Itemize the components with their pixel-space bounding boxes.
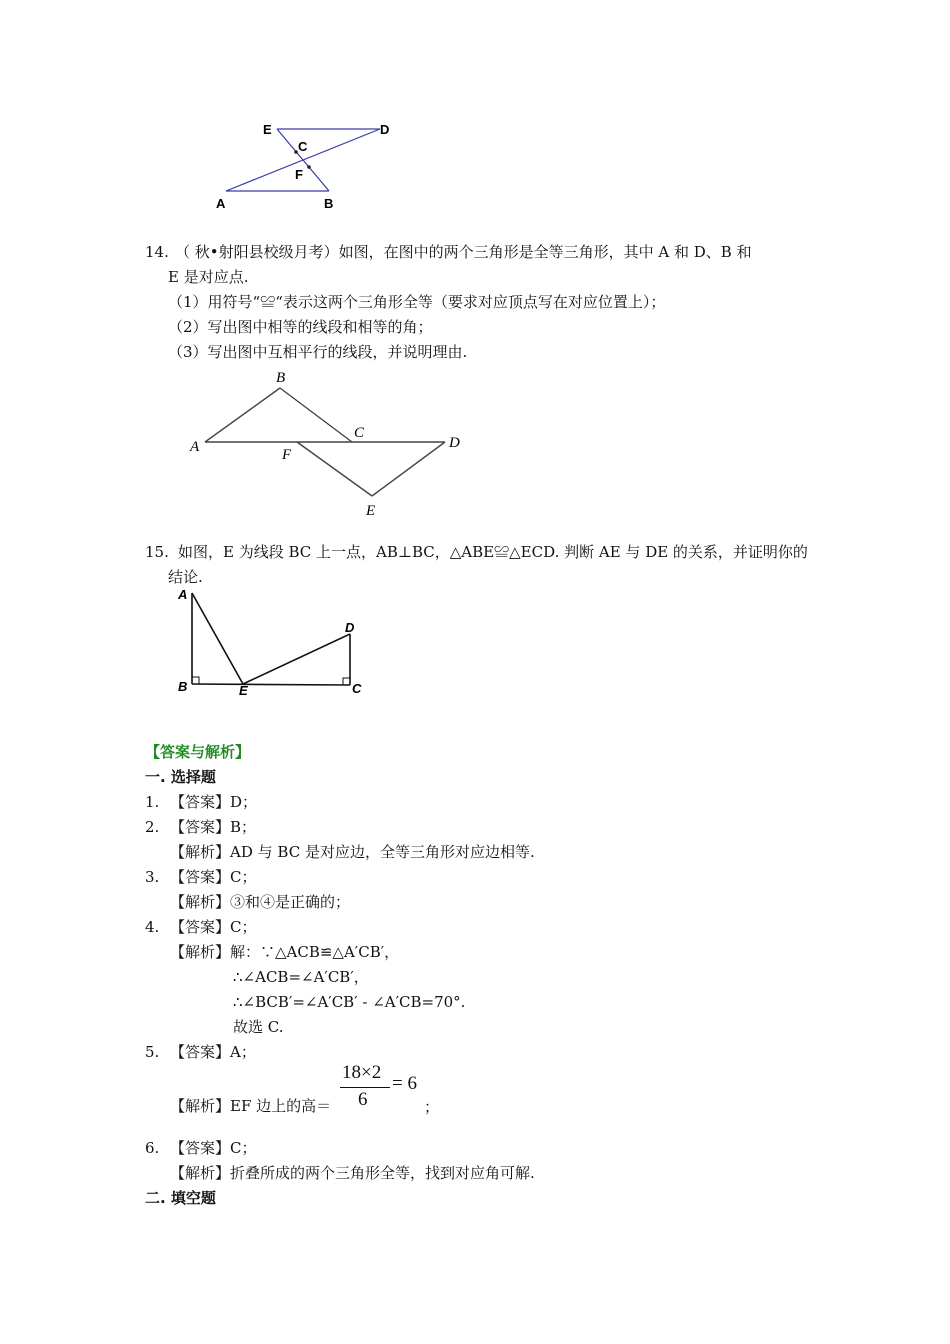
label-c: C	[352, 681, 362, 696]
section-fill-heading: 二. 填空题	[145, 1189, 216, 1207]
q14-line1: （ 秋•射阳县校级月考）如图，在图中的两个三角形是全等三角形，其中 A 和 D、B 和	[175, 243, 752, 261]
answer-2-number: 2.	[145, 818, 160, 836]
analysis-3: 【解析】③和④是正确的；	[170, 893, 351, 911]
fraction-result: = 6	[392, 1073, 417, 1094]
label-b: B	[324, 196, 334, 211]
answer-3: 【答案】C；	[170, 868, 257, 886]
fraction-numerator: 18×2	[342, 1062, 382, 1083]
analysis-4-line-3: 故选 C.	[233, 1018, 284, 1036]
label-f: F	[295, 167, 303, 182]
answer-5-number: 5.	[145, 1043, 160, 1061]
right-angle-c	[343, 678, 350, 685]
segment-ed	[243, 634, 350, 684]
analysis-4-line-1: ∴∠ACB=∠A′CB′，	[233, 968, 369, 986]
segment-ed	[372, 442, 445, 496]
fraction-bar	[340, 1087, 390, 1088]
answer-1-number: 1.	[145, 793, 160, 811]
answer-3-number: 3.	[145, 868, 160, 886]
label-a: A	[190, 439, 200, 455]
section-choice-heading: 一. 选择题	[145, 768, 216, 786]
answer-6: 【答案】C；	[170, 1139, 257, 1157]
label-d: D	[449, 435, 460, 451]
answer-6-number: 6.	[145, 1139, 160, 1157]
figure-ef-cd-ab	[200, 115, 420, 215]
answers-heading: 【答案与解析】	[145, 743, 251, 761]
segment-ae	[192, 593, 243, 684]
label-c: C	[354, 425, 365, 441]
q14-sub3: （3）写出图中互相平行的线段，并说明理由.	[168, 343, 468, 361]
segment-fe	[297, 442, 372, 496]
answer-1: 【答案】D；	[170, 793, 258, 811]
answer-2: 【答案】B；	[170, 818, 257, 836]
label-d: D	[380, 122, 390, 137]
label-b: B	[178, 679, 188, 694]
label-e: E	[263, 122, 272, 137]
q14-line2: E 是对应点.	[168, 268, 249, 286]
q14-sub1: （1）用符号“≌“表示这两个三角形全等（要求对应顶点写在对应位置上）；	[168, 293, 666, 311]
q14-number: 14.	[145, 243, 169, 261]
segment-bc	[280, 388, 352, 442]
q15-line2: 结论.	[168, 568, 203, 586]
label-f: F	[282, 447, 292, 463]
label-c: C	[298, 139, 308, 154]
figure-q14	[180, 365, 480, 520]
label-a: A	[216, 196, 226, 211]
label-e: E	[239, 683, 248, 698]
label-e: E	[366, 503, 376, 519]
label-a: A	[178, 587, 188, 602]
analysis-5: 【解析】EF 边上的高＝	[170, 1097, 332, 1115]
q15-line1: 如图，E 为线段 BC 上一点，AB⊥BC，△ABE≌△ECD. 判断 AE 与 DE 的关系，并证明你的	[178, 543, 808, 561]
analysis-4: 【解析】解：∵△ACB≌△A′CB′，	[170, 943, 400, 961]
label-d: D	[345, 620, 355, 635]
figure-q15	[170, 585, 370, 700]
right-angle-b	[192, 677, 199, 684]
analysis-4-line-2: ∴∠BCB′=∠A′CB′ - ∠A′CB=70°.	[233, 993, 466, 1011]
analysis-2: 【解析】AD 与 BC 是对应边，全等三角形对应边相等.	[170, 843, 535, 861]
q15-number: 15.	[145, 543, 169, 561]
answer-4-number: 4.	[145, 918, 160, 936]
answer-5: 【答案】A；	[170, 1043, 256, 1061]
analysis-6: 【解析】折叠所成的两个三角形全等，找到对应角可解.	[170, 1164, 535, 1182]
answer-4: 【答案】C；	[170, 918, 257, 936]
fraction-tail: ；	[424, 1098, 440, 1116]
label-b: B	[276, 370, 286, 386]
segment-ab	[205, 388, 280, 442]
segment-bc	[192, 684, 350, 685]
q14-sub2: （2）写出图中相等的线段和相等的角；	[168, 318, 433, 336]
fraction-denominator: 6	[358, 1089, 368, 1110]
